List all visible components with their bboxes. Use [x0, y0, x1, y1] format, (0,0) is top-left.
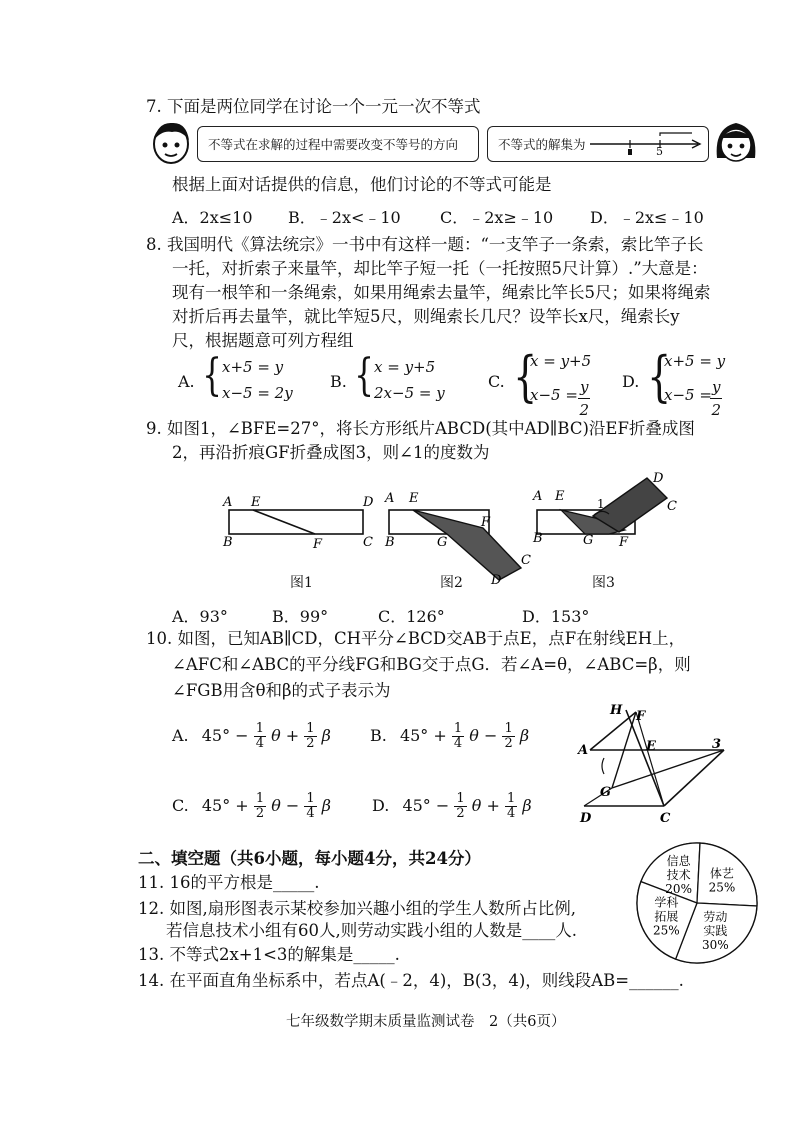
- q8-option-c-eq1: x = y+5: [530, 352, 592, 370]
- q8-option-a-eq1: x+5 = y: [222, 358, 284, 376]
- q10-option-a-frac1-den: 4: [255, 736, 264, 751]
- q9-option-c: C．126°: [378, 607, 445, 626]
- q10-line-2: ∠AFC和∠ABC的平分线FG和BG交于点G．若∠A=θ，∠ABC=β，则: [172, 655, 691, 674]
- fig3-label-one: 1: [597, 497, 605, 511]
- q10-option-c-pre: 45° +: [201, 796, 249, 815]
- q10-option-c-label: C.: [172, 796, 189, 815]
- fig2-label-g: G: [437, 535, 448, 550]
- interest-group-pie-chart: [634, 840, 760, 966]
- q10-option-a-mid: θ +: [271, 726, 300, 745]
- fig3-label-f: F: [619, 535, 629, 550]
- q12-line-1: 12. 如图,扇形图表示某校参加兴趣小组的学生人数所占比例,: [138, 899, 576, 918]
- q10-option-a-frac2-num: 1: [306, 721, 315, 736]
- section2-title: 二、填空题（共6小题，每小题4分，共24分）: [138, 849, 481, 868]
- pie-label-3-2: 25%: [653, 923, 680, 938]
- fig1-label-b: B: [223, 535, 233, 550]
- q10-option-b-pre: 45° +: [399, 726, 447, 745]
- q8-option-a-brace: {: [202, 350, 222, 401]
- pie-label-2-1: 实践: [703, 924, 728, 939]
- q10-label-f: F: [636, 709, 646, 724]
- q8-line-3: 现有一根竿和一条绳索，如果用绳索去量竿，绳索比竿长5尺；如果将绳索: [172, 283, 711, 302]
- q10-option-c-frac2-den: 4: [306, 806, 315, 821]
- left-speech-bubble: [197, 126, 479, 162]
- boy-face-icon: [148, 118, 196, 168]
- pie-label-1-1: 25%: [708, 880, 736, 895]
- q8-option-c-frac: [578, 376, 590, 421]
- q8-option-d-frac: [710, 376, 722, 421]
- q8-option-a-eq2: x−5 = 2y: [222, 384, 293, 402]
- q10-option-b-frac2-den: 2: [504, 736, 513, 751]
- fig3-label-b: B: [533, 531, 543, 546]
- q10-option-a-label: A.: [172, 726, 189, 745]
- q10-option-c-frac2-num: 1: [306, 791, 315, 806]
- girl-face-icon: [712, 118, 760, 168]
- q8-option-d-eq1: x+5 = y: [664, 352, 726, 370]
- q10-label-h: H: [610, 703, 623, 718]
- fig3-label-e: E: [555, 489, 565, 504]
- q9-figure-1: [222, 495, 374, 552]
- q10-line-1: 10. 如图，已知AB∥CD，CH平分∠BCD交AB于点E，点F在射线EH上，: [146, 629, 686, 648]
- q10-option-c-post: β: [321, 796, 332, 815]
- left-bubble-text: 不等式在求解的过程中需要改变不等号的方向: [208, 137, 459, 152]
- fig1-label-e: E: [251, 495, 261, 510]
- q10-option-d-pre: 45° −: [402, 796, 450, 815]
- q10-option-d-frac2-num: 1: [506, 791, 516, 806]
- q9-figure-3: [532, 471, 677, 550]
- q10-option-b-mid: θ −: [469, 726, 498, 745]
- fig3-label-c: C: [667, 499, 677, 514]
- q10-label-e: E: [646, 739, 656, 754]
- q10-option-d-post: β: [522, 796, 532, 815]
- q8-line-1: 8. 我国明代《算法统宗》一书中有这样一题：“一支竿子一条索，索比竿子长: [146, 235, 704, 254]
- q10-option-d-label: D.: [372, 796, 390, 815]
- q8-option-c-eq2: x−5 =: [530, 386, 578, 404]
- q12-line-2: 若信息技术小组有60人,则劳动实践小组的人数是____人.: [166, 921, 577, 940]
- q10-option-d-frac1-num: 1: [456, 791, 465, 806]
- q8-option-b-eq2: 2x−5 = y: [374, 384, 445, 402]
- q10-option-b-frac2: [502, 722, 514, 751]
- q9-line-2: 2，再沿折痕GF折叠成图3，则∠1的度数为: [172, 443, 490, 462]
- number-line-label: 5: [656, 145, 663, 158]
- q11-text: 11. 16的平方根是_____.: [138, 873, 320, 892]
- pie-label-3-0: 学科: [654, 895, 679, 910]
- pie-label-0-0: 信息: [666, 853, 691, 868]
- q10-option-c-frac1: [254, 792, 266, 821]
- q10-option-d-frac1: [454, 792, 466, 821]
- q10-option-a-post: β: [321, 726, 331, 745]
- q7-prompt: 根据上面对话提供的信息，他们讨论的不等式可能是: [172, 175, 552, 194]
- fig2-label-f: F: [481, 515, 491, 530]
- right-bubble-text: 不等式的解集为: [498, 137, 586, 152]
- q8-option-a-label: A.: [178, 372, 195, 391]
- q8-option-d-brace: {: [647, 345, 672, 408]
- fig3-label-a: A: [533, 489, 543, 504]
- q8-line-4: 对折后再去量竿，就比竿短5尺，则绳索长几尺？设竿长x尺，绳索长y: [172, 307, 680, 326]
- q8-option-d-frac-den: 2: [711, 401, 722, 419]
- number-line-diagram: [588, 127, 706, 161]
- q10-label-c: C: [660, 811, 671, 826]
- q9-caption-2: 图2: [440, 575, 463, 591]
- q10-label-b: 3: [712, 737, 722, 752]
- q8-option-b-eq1: x = y+5: [374, 358, 436, 376]
- q10-option-c-frac1-den: 2: [255, 806, 265, 821]
- q7-option-c: C．﹣2x≥﹣10: [440, 208, 554, 227]
- q10-option-c-frac2: [304, 792, 316, 821]
- q8-line-5: 尺，根据题意可列方程组: [172, 331, 354, 350]
- q9-line-1: 9. 如图1，∠BFE=27°，将长方形纸片ABCD(其中AD∥BC)沿EF折叠成图: [146, 419, 695, 438]
- q7-option-a: A．2x≤10: [172, 208, 253, 227]
- q9-option-b: B．99°: [272, 607, 329, 626]
- q10-option-a-frac1: [254, 722, 266, 751]
- fig1-label-c: C: [363, 535, 373, 550]
- q7-stem: 7. 下面是两位同学在讨论一个一元一次不等式: [146, 97, 481, 116]
- q10-line-3: ∠FGB用含θ和β的式子表示为: [172, 681, 391, 700]
- q10-label-d: D: [580, 811, 592, 826]
- q10-geometry-figure: [574, 700, 744, 828]
- q10-option-c-mid: θ −: [271, 796, 300, 815]
- q10-option-d-frac2-den: 4: [506, 806, 516, 821]
- fig2-label-b: B: [385, 535, 395, 550]
- q9-caption-1: 图1: [290, 575, 313, 591]
- pie-label-3-1: 拓展: [654, 909, 679, 924]
- fig2-label-e: E: [409, 491, 419, 506]
- q7-option-b: B．﹣2x<﹣10: [288, 208, 401, 227]
- q10-option-a-frac1-num: 1: [255, 721, 264, 736]
- fig3-label-g: G: [583, 533, 594, 548]
- fig2-label-a: A: [385, 491, 395, 506]
- q8-option-d-frac-num: y: [710, 376, 722, 399]
- q10-option-d-frac2: [505, 792, 517, 821]
- q8-option-b-label: B.: [330, 372, 347, 391]
- fig1-label-a: A: [223, 495, 233, 510]
- pie-label-1-0: 体艺: [709, 866, 734, 881]
- q10-option-a-frac2: [304, 722, 316, 751]
- q8-option-c-label: C.: [488, 372, 505, 391]
- q10-label-a: A: [578, 743, 589, 758]
- q10-option-b-post: β: [519, 726, 530, 745]
- q10-option-b-frac1-den: 4: [453, 736, 463, 751]
- q10-option-b-frac2-num: 1: [504, 721, 513, 736]
- q10-option-a: [172, 722, 331, 751]
- q10-option-c-frac1-num: 1: [255, 791, 265, 806]
- q10-label-g: G: [600, 785, 612, 800]
- q8-option-b-brace: {: [354, 350, 374, 401]
- q10-option-d-frac1-den: 2: [456, 806, 465, 821]
- q10-option-d: [372, 792, 532, 821]
- pie-label-0-1: 技术: [666, 867, 691, 882]
- fig2-label-d: D: [491, 573, 502, 588]
- pie-label-2-0: 劳动: [703, 910, 728, 925]
- q10-option-d-mid: θ +: [471, 796, 500, 815]
- fig1-label-d: D: [363, 495, 374, 510]
- pie-label-2-2: 30%: [702, 938, 729, 953]
- q9-caption-3: 图3: [592, 575, 615, 591]
- q10-option-b-label: B.: [370, 726, 387, 745]
- q10-option-a-pre: 45° −: [201, 726, 249, 745]
- q10-option-a-frac2-den: 2: [306, 736, 315, 751]
- fig1-label-f: F: [313, 537, 323, 552]
- q14-text: 14. 在平面直角坐标系中，若点A(﹣2，4)，B(3，4)，则线段AB=______.: [138, 971, 684, 990]
- q9-option-a: A．93°: [172, 607, 228, 626]
- q7-option-d: D．﹣2x≤﹣10: [590, 208, 704, 227]
- q10-option-b-frac1-num: 1: [453, 721, 463, 736]
- fig3-label-d: D: [653, 471, 664, 486]
- pie-label-0-2: 20%: [665, 881, 692, 896]
- q10-option-b: [370, 722, 529, 751]
- q8-option-c-brace: {: [513, 345, 538, 408]
- q8-line-2: 一托，对折索子来量竿，却比竿子短一托（一托按照5尺计算）.”大意是：: [172, 259, 708, 278]
- q13-text: 13. 不等式2x+1<3的解集是_____.: [138, 945, 400, 964]
- q8-option-d-eq2: x−5 =: [664, 386, 712, 404]
- q9-option-d: D．153°: [522, 607, 590, 626]
- page-footer: 七年级数学期末质量监测试卷 2（共6页）: [286, 1014, 566, 1030]
- q8-option-c-frac-num: y: [578, 376, 590, 399]
- q8-option-d-label: D.: [622, 372, 640, 391]
- fig2-label-c: C: [521, 553, 531, 568]
- q8-option-c-frac-den: 2: [579, 401, 590, 419]
- q10-option-c: [172, 792, 331, 821]
- q10-option-b-frac1: [452, 722, 464, 751]
